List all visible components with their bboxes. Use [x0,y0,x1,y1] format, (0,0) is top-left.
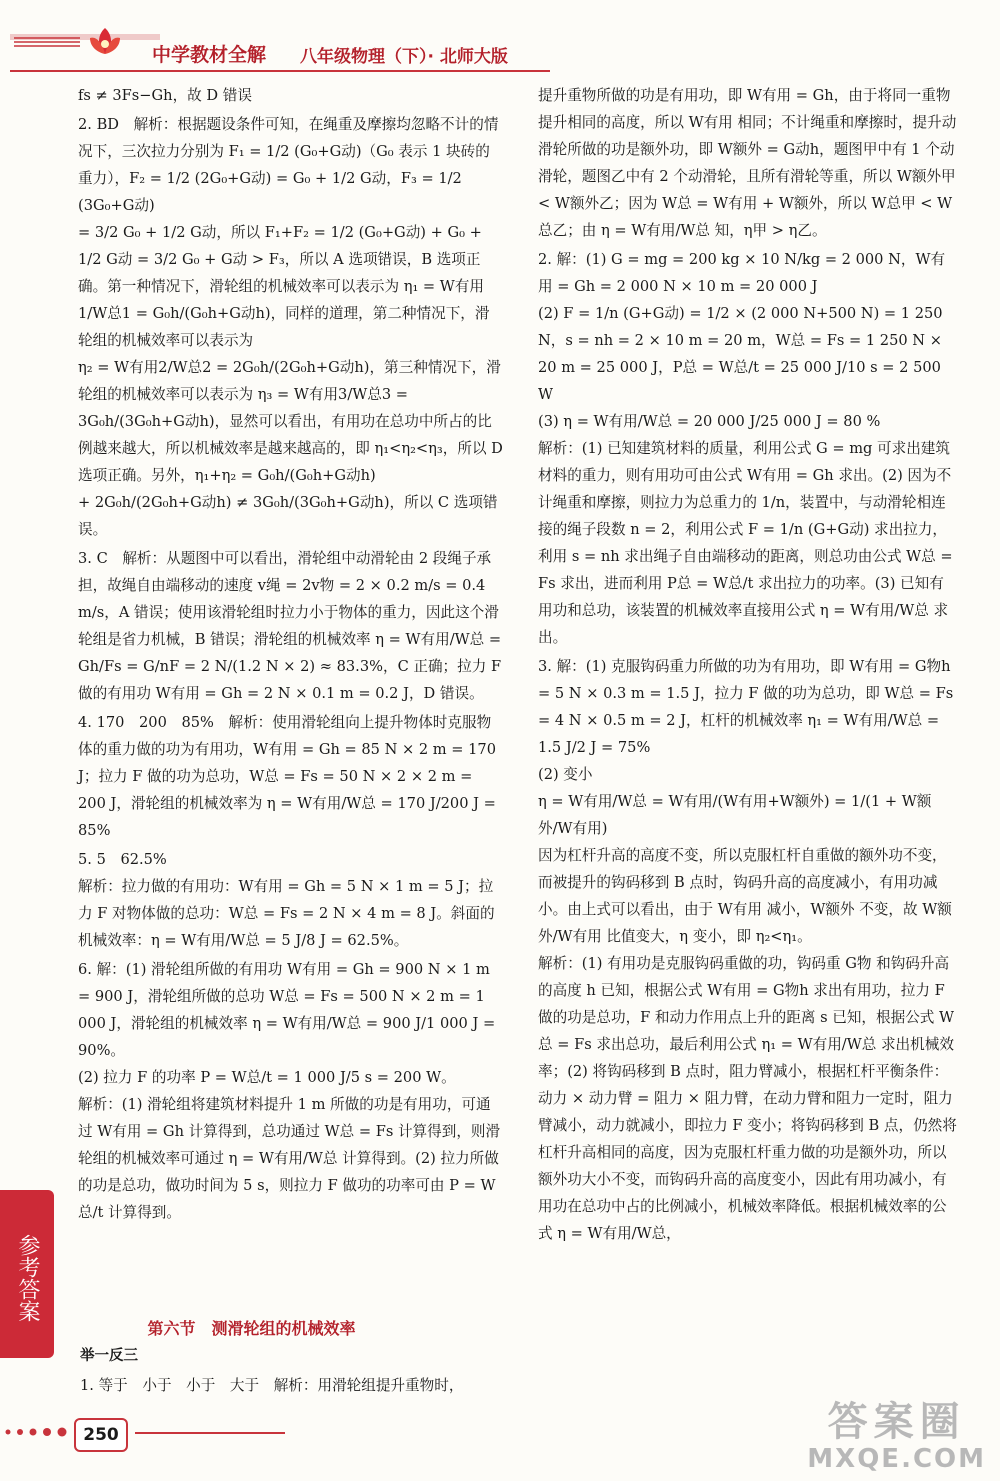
publisher-logo-icon [10,24,160,68]
practice-answer-2-part-2: (2) F = 1/n (G+G动) = 1/2 × (2 000 N+500 N) = 1 250 N，s = nh = 2 × 10 m = 20 m，W总 = Fs = 1 250 N × 20 m = 25 000 J，P总 = W总/t = 25 000 J/10 s = 2 500 W [538,305,943,403]
watermark-line-1: 答案圈 [827,1399,966,1445]
practice-answer-3-explain: 因为杠杆升高的高度不变，所以克服杠杆自重做的额外功不变，而被提升的钩码移到 B 点时，钩码升高的高度减小，有用功减小。由上式可以看出，由于 W有用 减小，W额外 不变，故 W额外/W有用 比值变大，η 变小，即 η₂<η₁。 [538,847,952,945]
footer-dots-icon [0,1424,74,1440]
reference-answer-tab [0,1190,54,1358]
watermark-line-2: MXQE.COM [807,1444,986,1474]
reference-answer-tab-label: 参考答案 [15,1234,40,1322]
practice-answer-2-analysis: 解析：(1) 已知建筑材料的质量，利用公式 G = mg 可求出建筑材料的重力，则有用功可由公式 W有用 = Gh 求出。(2) 因为不计绳重和摩擦，则拉力为总重力的 1/n，装置中，与动滑轮相连接的绳子段数 n = 2，利用公式 F = 1/n (G+G动) 求出拉力，利用 s = nh 求出绳子自由端移动的距离，则总功由公式 W总 = Fs 求出，进而利用 P总 = W总/t 求出拉力的功率。(3) 已知有用功和总功，该装置的机械效率直接用公式 η = W有用/W总 求出。 [538,440,953,646]
book-subject-title: 八年级物理（下）· 北师大版 [300,47,508,67]
header-rule [10,70,550,72]
practice-answer-1: 1. 等于 小于 小于 大于 解析：用滑轮组提升重物时， [80,1377,464,1394]
answer-2-cont-a: = 3/2 G₀ + 1/2 G动，所以 F₁+F₂ = 1/2 (G₀+G动) + G₀ + 1/2 G动 = 3/2 G₀ + G动 > F₃，所以 A 选项错误，B 选项正确。第一种情况下，滑轮组的机械效率可以表示为 η₁ = W有用1/W总1 = G₀h/(G₀h+G动h)，同样的道理，第二种情况下，滑轮组的机械效率可以表示为 [78,224,490,349]
practice-heading: 举一反三 [80,1348,138,1364]
left-column [78,82,503,1226]
answer-6-part-1: 6. 解：(1) 滑轮组所做的有用功 W有用 = Gh = 900 N × 1 m = 900 J，滑轮组所做的总功 W总 = Fs = 500 N × 2 m = 1 000 J，滑轮组的机械效率 η = W有用/W总 = 900 J/1 000 J = 90%。 [78,961,496,1059]
page-header [0,0,1000,78]
practice-answer-2-part-1: 2. 解：(1) G = mg = 200 kg × 10 N/kg = 2 000 N，W有用 = Gh = 2 000 N × 10 m = 20 000 J [538,251,946,295]
answer-5-analysis: 解析：拉力做的有用功：W有用 = Gh = 5 N × 1 m = 5 J；拉力 F 对物体做的总功：W总 = Fs = 2 N × 4 m = 8 J。斜面的机械效率：η = W有用/W总 = 5 J/8 J = 62.5%。 [78,878,495,949]
answer-1-tail: fs ≠ 3Fs−Gh，故 D 错误 [78,87,252,104]
page-number: 250 [74,1418,128,1452]
answer-2: 2. BD 解析：根据题设条件可知，在绳重及摩擦均忽略不计的情况下，三次拉力分别为 F₁ = 1/2 (G₀+G动)（G₀ 表示 1 块砖的重力），F₂ = 1/2 (2G₀+G动) = G₀ + 1/2 G动，F₃ = 1/2 (3G₀+G动) [78,116,499,214]
answer-3: 3. C 解析：从题图中可以看出，滑轮组中动滑轮由 2 段绳子承担，故绳自由端移动的速度 v绳 = 2v物 = 2 × 0.2 m/s = 0.4 m/s，A 错误；使用该滑轮组时拉力小于物体的重力，因此这个滑轮组是省力机械，B 错误；滑轮组的机械效率 η = W有用/W总 = Gh/Fs = G/nF = 2 N/(1.2 N × 2) ≈ 83.3%，C 正确；拉力 F 做的有用功 W有用 = Gh = 2 N × 0.1 m = 0.2 J，D 错误。 [78,550,502,702]
practice-answer-1-cont: 提升重物所做的功是有用功，即 W有用 = Gh，由于将同一重物提升相同的高度，所以 W有用 相同；不计绳重和摩擦时，提升动滑轮所做的功是额外功，即 W额外 = G动h，题图甲中有 1 个动滑轮，题图乙中有 2 个动滑轮，且所有滑轮等重，所以 W额外甲 < W额外乙；因为 W总 = W有用 + W额外，所以 W总甲 < W总乙；由 η = W有用/W总 知，η甲 > η乙。 [538,87,957,239]
answer-5: 5. 5 62.5% [78,851,167,868]
right-column [538,82,958,1247]
practice-answer-2-part-3: (3) η = W有用/W总 = 20 000 J/25 000 J = 80 % [538,413,881,430]
answer-4: 4. 170 200 85% 解析：使用滑轮组向上提升物体时克服物体的重力做的功为有用功，W有用 = Gh = 85 N × 2 m = 170 J；拉力 F 做的功为总功，W总 = Fs = 50 N × 2 × 2 m = 200 J，滑轮组的机械效率为 η = W有用/W总 = 170 J/200 J = 85% [78,714,496,839]
section-title: 第六节 测滑轮组的机械效率 [147,1319,356,1338]
answer-2-cont-b: η₂ = W有用2/W总2 = 2G₀h/(2G₀h+G动h)，第三种情况下，滑轮组的机械效率可以表示为 η₃ = W有用3/W总3 = 3G₀h/(3G₀h+G动h)，显然可以看出，有用功在总功中所占的比例越来越大，所以机械效率是越来越高的，即 η₁<η₂<η₃，所以 D 选项正确。另外，η₁+η₂ = G₀h/(G₀h+G动h) [78,359,503,484]
practice-answer-3-part-2: (2) 变小 [538,766,593,783]
practice-answer-3-analysis: 解析：(1) 有用功是克服钩码重做的功，钩码重 G物 和钩码升高的高度 h 已知，根据公式 W有用 = G物h 求出有用功，拉力 F 做的功是总功，F 和动力作用点上升的距离 s 已知，根据公式 W总 = Fs 求出总功，最后利用公式 η₁ = W有用/W总 求出机械效率；(2) 将钩码移到 B 点时，阻力臂减小，根据杠杆平衡条件：动力 × 动力臂 = 阻力 × 阻力臂，在动力臂和阻力一定时，阻力臂减小，动力就减小，即拉力 F 变小；将钩码移到 B 点，仍然将杠杆升高相同的高度，因为克服杠杆重力做的功是额外功，所以额外功大小不变，而钩码升高的高度变小，因此有用功减小，有用功在总功中占的比例减小，机械效率降低。根据机械效率的公式 η = W有用/W总， [538,955,957,1242]
watermark [807,1400,986,1474]
practice-answer-3-part-1: 3. 解：(1) 克服钩码重力所做的功为有用功，即 W有用 = G物h = 5 N × 0.3 m = 1.5 J，拉力 F 做的功为总功，即 W总 = Fs = 4 N × 0.5 m = 2 J，杠杆的机械效率 η₁ = W有用/W总 = 1.5 J/2 J = 75% [538,658,954,756]
practice-answer-3-formula: η = W有用/W总 = W有用/(W有用+W额外) = 1/(1 + W额外/W有用) [538,793,932,837]
footer-rule [135,1432,285,1434]
answer-2-cont-c: + 2G₀h/(2G₀h+G动h) ≠ 3G₀h/(3G₀h+G动h)，所以 C 选项错误。 [78,494,498,538]
answer-6-part-2: (2) 拉力 F 的功率 P = W总/t = 1 000 J/5 s = 200 W。 [78,1069,456,1086]
book-series-title: 中学教材全解 [152,44,267,66]
answer-6-analysis: 解析：(1) 滑轮组将建筑材料提升 1 m 所做的功是有用功，可通过 W有用 = Gh 计算得到，总功通过 W总 = Fs 计算得到，则滑轮组的机械效率可通过 η = W有用/W总 计算得到。(2) 拉力所做的功是总功，做功时间为 5 s，则拉力 F 做功的功率可由 P = W总/t 计算得到。 [78,1096,501,1221]
